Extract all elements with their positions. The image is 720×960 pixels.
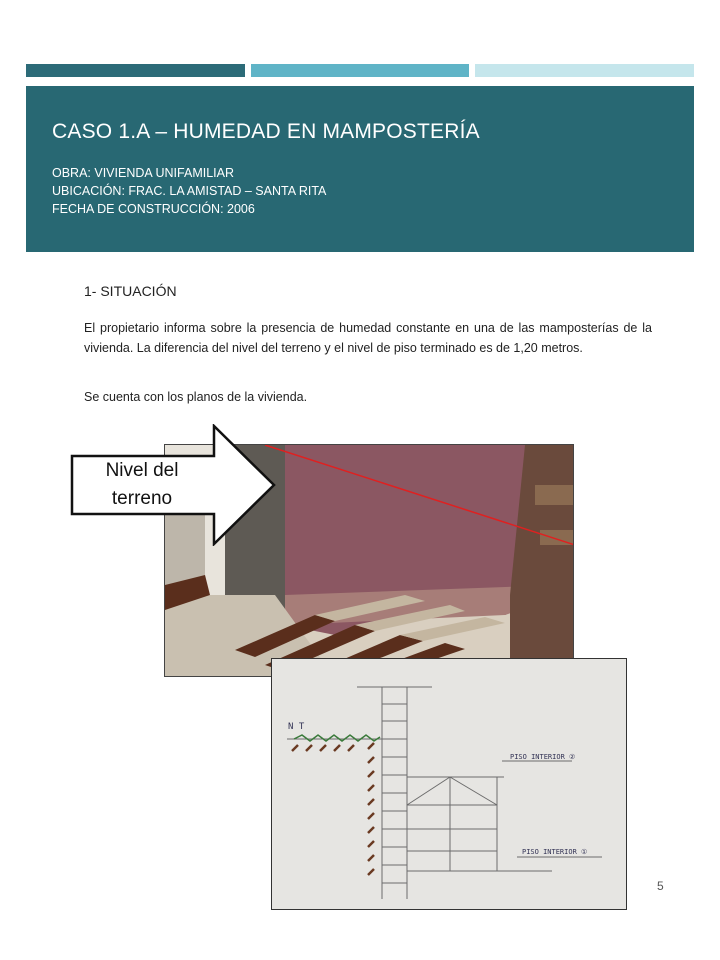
- page-title: CASO 1.A – HUMEDAD EN MAMPOSTERÍA: [52, 120, 480, 143]
- ubicacion-line: UBICACIÓN: FRAC. LA AMISTAD – SANTA RITA: [52, 184, 327, 198]
- accent-bar-light: [475, 64, 694, 77]
- obra-line: OBRA: VIVIENDA UNIFAMILIAR: [52, 166, 234, 180]
- sketch-label-piso-2: PISO INTERIOR ②: [510, 753, 576, 761]
- page-number: 5: [657, 879, 664, 893]
- title-banner: [26, 86, 694, 252]
- section-heading: 1- SITUACIÓN: [84, 283, 177, 299]
- callout-line-1: Nivel del: [105, 460, 179, 481]
- plans-paragraph: Se cuenta con los planos de la vivienda.: [84, 390, 308, 404]
- sketch-label-piso-1: PISO INTERIOR ①: [522, 848, 588, 856]
- accent-bar-mid: [251, 64, 469, 77]
- callout-label: [70, 457, 214, 513]
- section-sketch: [271, 658, 627, 910]
- fecha-line: FECHA DE CONSTRUCCIÓN: 2006: [52, 202, 255, 216]
- section-sketch-drawing: [272, 659, 627, 910]
- accent-bar-dark: [26, 64, 245, 77]
- situation-paragraph: El propietario informa sobre la presencia de humedad constante en una de las mamposterías de la vivienda. La diferencia del nivel del terreno y el nivel de piso terminado es de 1,20 metros.: [84, 321, 652, 355]
- callout-line-2: terreno: [111, 488, 173, 509]
- sketch-label-nt: N T: [288, 722, 305, 732]
